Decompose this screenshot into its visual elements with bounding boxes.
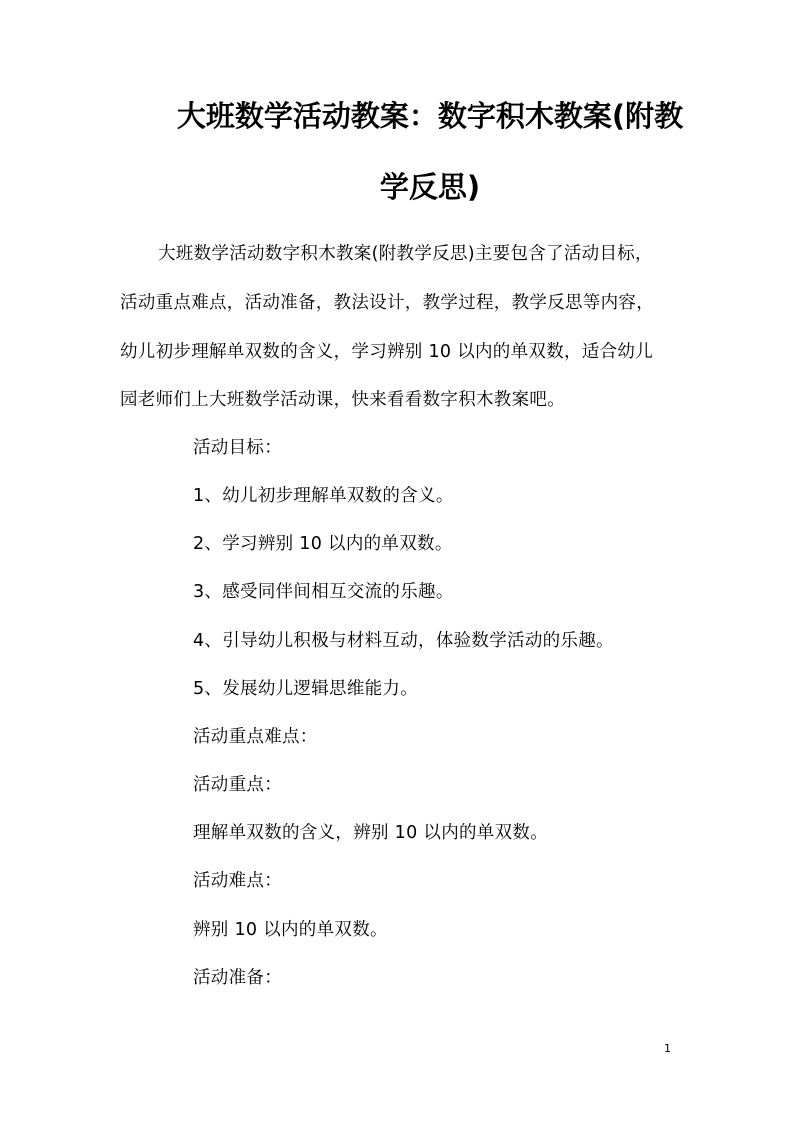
focus-heading: 活动重点：	[193, 775, 282, 795]
difficulty-heading: 活动难点：	[193, 871, 282, 891]
document-title-line-2: 学反思)	[379, 170, 481, 204]
goal-item-3: 3、感受同伴间相互交流的乐趣。	[193, 582, 454, 602]
document-title-line-1: 大班数学活动教案：数字积木教案(附教	[176, 99, 684, 133]
goal-item-2: 2、学习辨别 10 以内的单双数。	[193, 534, 453, 554]
difficulty-text: 辨别 10 以内的单双数。	[193, 920, 388, 940]
intro-line-3: 幼儿初步理解单双数的含义，学习辨别 10 以内的单双数，适合幼儿	[120, 342, 653, 362]
page-number: 1	[664, 1042, 671, 1055]
intro-line-1: 大班数学活动数字积木教案(附教学反思)主要包含了活动目标，	[158, 244, 653, 264]
focus-text: 理解单双数的含义，辨别 10 以内的单双数。	[193, 823, 548, 843]
goals-heading: 活动目标：	[193, 438, 282, 458]
goal-item-1: 1、幼儿初步理解单双数的含义。	[193, 486, 454, 506]
goal-item-4: 4、引导幼儿积极与材料互动，体验数学活动的乐趣。	[193, 631, 614, 651]
intro-line-4: 园老师们上大班数学活动课，快来看看数字积木教案吧。	[120, 390, 565, 410]
goal-item-5: 5、发展幼儿逻辑思维能力。	[193, 679, 419, 699]
intro-line-2: 活动重点难点，活动准备，教法设计，教学过程，教学反思等内容，	[120, 293, 654, 313]
preparation-heading: 活动准备：	[193, 968, 282, 988]
keypoints-heading: 活动重点难点：	[193, 727, 318, 747]
